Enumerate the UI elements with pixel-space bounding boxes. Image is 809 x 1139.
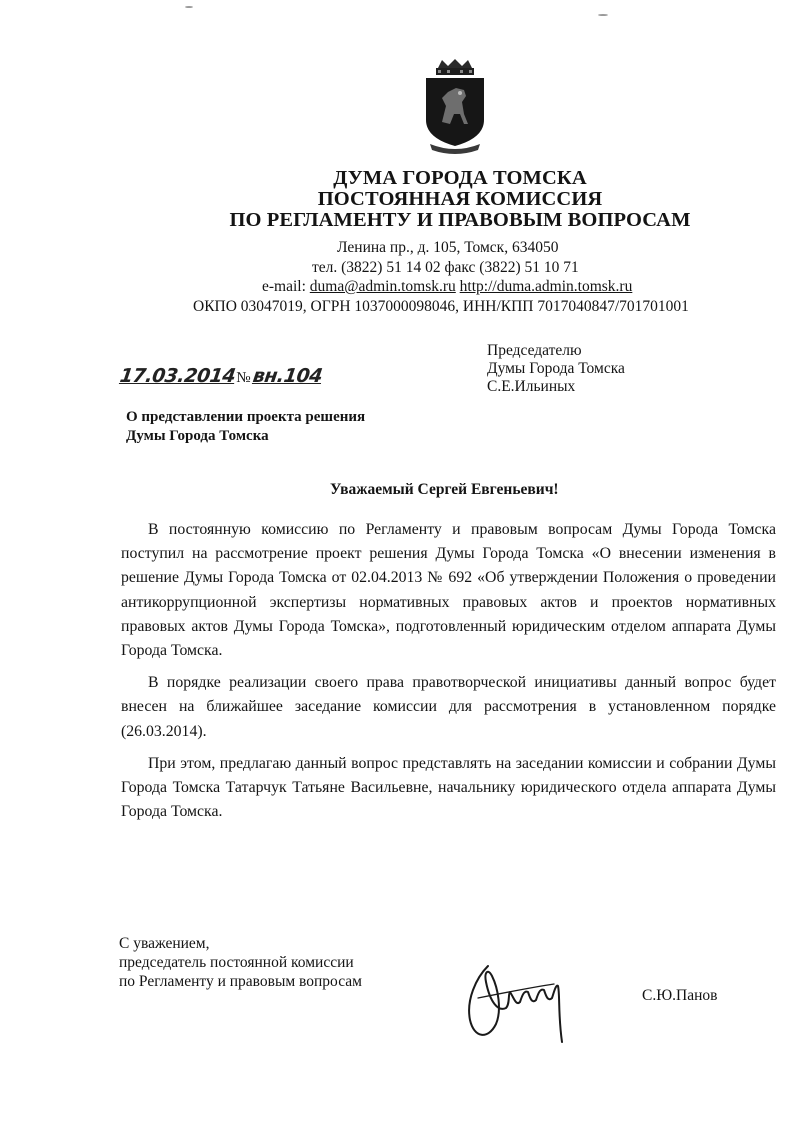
postal-address: Ленина пр., д. 105, Томск, 634050 [337,239,559,256]
registry-codes: ОКПО 03047019, ОГРН 1037000098046, ИНН/КПП 7017040847/701701001 [193,298,689,315]
closing-block [119,934,362,991]
addressee-title: Председателю [487,342,582,359]
salutation: Уважаемый Сергей Евгеньевич! [330,481,559,498]
email-web-line [262,277,632,297]
addressee-block [487,342,625,396]
subject-heading [126,408,365,446]
handwritten-signature [458,958,570,1044]
coat-of-arms-emblem [420,58,490,154]
signer-position-continued: по Регламенту и правовым вопросам [119,973,362,990]
website-link[interactable]: http://duma.admin.tomsk.ru [459,278,633,295]
commission-subject: ПО РЕГЛАМЕНТУ И ПРАВОВЫМ ВОПРОСАМ [229,209,691,231]
handwritten-number: вн.104 [250,365,324,387]
phone-fax: тел. (3822) 51 14 02 факс (3822) 51 10 71 [312,259,579,276]
scan-speck [598,14,608,16]
addressee-organization: Думы Города Томска [487,360,625,377]
scan-speck [185,6,193,8]
signer-position: председатель постоянной комиссии [119,954,354,971]
registration-stamp [120,365,322,387]
email-label: e-mail: [262,278,306,295]
signer-name: С.Ю.Панов [642,987,718,1004]
number-sign: № [236,370,251,386]
handwritten-date: 17.03.2014 [118,365,237,387]
body-paragraph: В постоянную комиссию по Регламенту и правовым вопросам Думы Города Томска поступил на рассмотрение проект решения Думы Города Томска «О внесении изменения в решение Думы Города Томска от 02.04.2013 № 692 «Об утверждении Положения о проведении антикоррупционной экспертизы нормативных правовых актов и проектов нормативных правовых актов Думы Города Томска», подготовленный юридическим отделом аппарата Думы Города Томска. [121,521,776,660]
email-link[interactable]: duma@admin.tomsk.ru [309,278,456,295]
organization-name: ДУМА ГОРОДА ТОМСКА [333,167,587,189]
letter-body [121,518,776,832]
subject-line: О представлении проекта решения [126,409,366,425]
closing-phrase: С уважением, [119,935,210,952]
commission-name: ПОСТОЯННАЯ КОМИССИЯ [317,188,603,210]
addressee-name: С.Е.Ильиных [487,378,576,395]
subject-line: Думы Города Томска [126,428,269,444]
body-paragraph: В порядке реализации своего права правотворческой инициативы данный вопрос будет внесен на ближайшее заседание комиссии для рассмотрения в установленном порядке (26.03.2014). [121,674,776,740]
body-paragraph: При этом, предлагаю данный вопрос представлять на заседании комиссии и собрании Думы Города Томска Татарчук Татьяне Васильевне, начальнику юридического отдела аппарата Думы Города Томска. [121,754,776,821]
